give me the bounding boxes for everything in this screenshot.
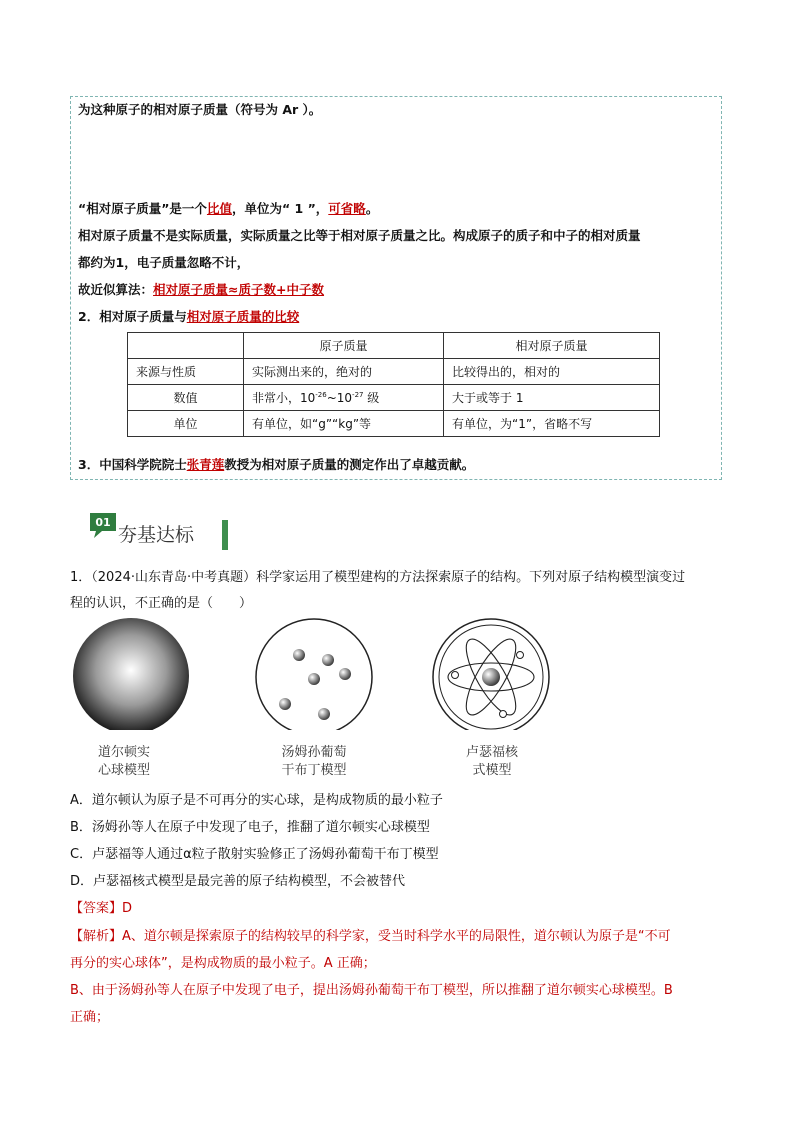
caption-dalton-model [84, 744, 164, 780]
table-cell: 来源与性质 [128, 359, 244, 385]
text: ，单位为“ 1 ”， [231, 201, 329, 216]
caption-line: 道尔顿实 [97, 745, 150, 760]
table-header-row [128, 333, 660, 359]
keyword-relative-mass: 相对原子质量 [153, 282, 229, 297]
box-line-6 [78, 307, 299, 325]
superscript: -27 [352, 391, 364, 399]
box-line-1: 为这种原子的相对原子质量（符号为 Ar ）。 [78, 102, 322, 117]
text: “相对原子质量”是一个 [78, 201, 207, 216]
text: 教授为相对原子质量的测定作出了卓越贡献。 [224, 457, 475, 472]
box-line-7 [78, 455, 474, 473]
thomson-plum-pudding-model [256, 619, 372, 730]
text: 非常小，10 [252, 391, 316, 405]
caption-line: 干布丁模型 [281, 763, 347, 778]
caption-line: 式模型 [472, 763, 512, 778]
text: ~10 [326, 391, 353, 405]
text: 。 [365, 201, 379, 216]
table-cell: 单位 [128, 411, 244, 437]
text: ≈ [228, 282, 239, 297]
option-b: B．汤姆孙等人在原子中发现了电子，推翻了道尔顿实心球模型 [70, 820, 430, 835]
caption-rutherford-model [452, 744, 532, 780]
option-a: A．道尔顿认为原子是不可再分的实心球，是构成物质的最小粒子 [70, 793, 443, 808]
keyword-neutron-count: 中子数 [286, 282, 325, 297]
text: 故近似算法： [78, 282, 154, 297]
dalton-solid-sphere-model [73, 618, 189, 730]
rutherford-nuclear-model [433, 619, 549, 730]
keyword-comparison: 相对原子质量的比较 [186, 309, 300, 324]
table-header-cell: 相对原子质量 [444, 333, 660, 359]
table-header-cell [128, 333, 244, 359]
table-row [128, 385, 660, 411]
keyword-omittable: 可省略 [328, 201, 366, 216]
table-cell: 数值 [128, 385, 244, 411]
question-stem-line-1: 1．（2024·山东青岛·中考真题）科学家运用了模型建构的方法探索原子的结构。下列对原子结构模型演变过 [70, 570, 686, 585]
question-stem-line-2: 程的认识，不正确的是（ ） [70, 596, 253, 611]
text: 级 [363, 391, 380, 405]
table-cell: 有单位，为“1”，省略不写 [444, 411, 660, 437]
text: 3．中国科学院院士 [78, 457, 187, 472]
table-cell: 有单位，如“g”“kg”等 [244, 411, 444, 437]
table-cell: 比较得出的，相对的 [444, 359, 660, 385]
box-line-4: 都约为1，电子质量忽略不计， [78, 255, 250, 270]
text: 2．相对原子质量与 [78, 309, 187, 324]
keyword-zhang-qinglian: 张青莲 [186, 457, 225, 472]
section-title: 夯基达标 [118, 524, 195, 546]
option-c: C．卢瑟福等人通过α粒子散射实验修正了汤姆孙葡萄干布丁模型 [70, 847, 439, 862]
section-badge-number: 01 [95, 516, 111, 529]
analysis-line-3: B、由于汤姆孙等人在原子中发现了电子，提出汤姆孙葡萄干布丁模型，所以推翻了道尔顿实心球模型。B [70, 983, 673, 998]
table-row [128, 359, 660, 385]
comparison-table [127, 332, 660, 437]
caption-line: 汤姆孙葡萄 [281, 745, 347, 760]
keyword-ratio: 比值 [206, 201, 232, 216]
box-line-3: 相对原子质量不是实际质量，实际质量之比等于相对原子质量之比。构成原子的质子和中子的相对质量 [78, 228, 641, 243]
caption-thomson-model [264, 744, 364, 780]
table-cell: 实际测出来的，绝对的 [244, 359, 444, 385]
section-title-bar [222, 520, 228, 550]
atom-models-figure [70, 618, 560, 730]
table-header-cell: 原子质量 [244, 333, 444, 359]
analysis-line-2: 再分的实心球体”，是构成物质的最小粒子。A 正确； [70, 956, 376, 971]
table-row [128, 411, 660, 437]
analysis-line-4: 正确； [70, 1010, 110, 1025]
table-cell: 大于或等于 1 [444, 385, 660, 411]
analysis-line-1: 【解析】A、道尔顿是探索原子的结构较早的科学家，受当时科学水平的局限性，道尔顿认为原子是“不可 [70, 929, 671, 944]
text: + [276, 282, 287, 297]
superscript: -26 [315, 391, 327, 399]
table-cell [244, 385, 444, 411]
caption-line: 卢瑟福核 [465, 745, 518, 760]
keyword-proton-count: 质子数 [238, 282, 277, 297]
section-badge [88, 511, 120, 545]
caption-line: 心球模型 [97, 763, 150, 778]
box-line-2 [78, 199, 378, 217]
option-d: D．卢瑟福核式模型是最完善的原子结构模型，不会被替代 [70, 874, 406, 889]
answer: 【答案】D [70, 901, 133, 916]
box-line-5 [78, 280, 324, 298]
